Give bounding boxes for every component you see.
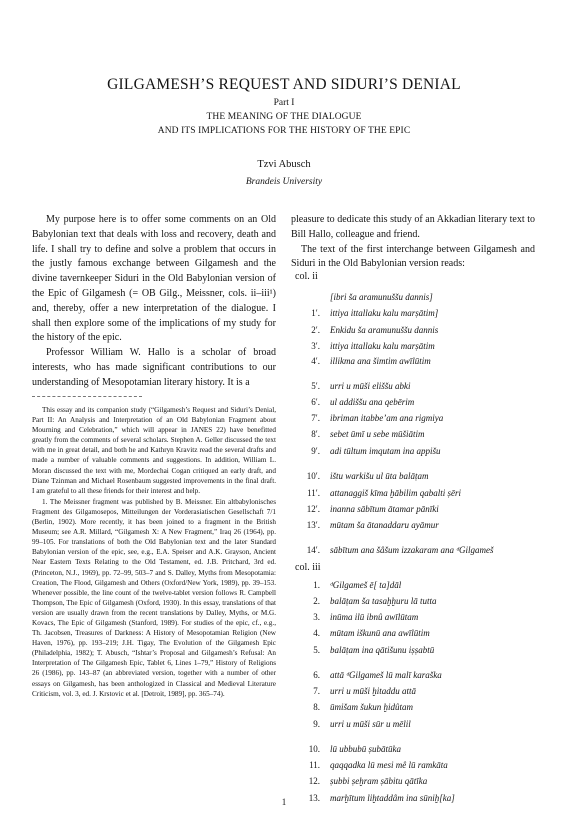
line-number: 12′. xyxy=(306,504,320,514)
transliteration-line xyxy=(290,381,540,395)
transliteration-line xyxy=(290,628,540,642)
line-number: 2. xyxy=(313,596,320,606)
line-text: marḫītum liḫtaddâm ina sūniḫ[ka] xyxy=(330,793,455,803)
line-number: 10′. xyxy=(306,471,320,481)
transliteration-line xyxy=(290,397,540,411)
line-text: mūtam iškunū ana awīlūtim xyxy=(330,628,430,638)
line-number: 13′. xyxy=(306,520,320,530)
line-number: 1. xyxy=(313,580,320,590)
line-number: 11′. xyxy=(307,488,320,498)
line-text: mūtam ša ātanaddaru ayāmur xyxy=(330,520,439,530)
line-text: attanaggiš kīma ḫābilim qabalti ṣēri xyxy=(330,488,462,498)
transliteration-line xyxy=(290,744,540,758)
line-text: ištu warkišu ul ūta balāṭam xyxy=(330,471,429,481)
line-text: [ibri ša aramunuššu dannis] xyxy=(330,292,433,302)
subtitle-line-1: THE MEANING OF THE DIALOGUE xyxy=(206,112,362,122)
transliteration-line xyxy=(290,446,540,460)
footnote-1: 1. The Meissner fragment was published by B. Meissner. Ein altbabylonisches Fragment des Gilgamosepos, Mitteilungen der Vorderasiatischen Gesellschaft 7/1 (Berlin, 1902). More recently, it has been joined to a fragment in the British Museum; see A.R. Millard, “Gilgamesh X: A New Fragment,” Iraq 26 (1964), pp. 99–105. For translations of both the Old Babylonian text and the later Standard Babylonian version of the epic, see, e.g., E.A. Speiser and A.K. Grayson, Ancient Near Eastern Texts Relating to the Old Testament, ed. J.B. Pritchard, 3rd ed. (Princeton, N.J., 1969), pp. 72–99, 503–7 and S. Dalley, Myths from Mesopotamia: Creation, The Flood, Gilgamesh and Others (Oxford/New York, 1989), pp. 39–153. Whenever possible, the line count of the twelve-tablet version follows R. Campbell Thompson, The Epic of Gilgamesh (Oxford, 1930). In this essay, translations of that version are usually drawn from the recent translations by Dalley, Myths, or M.G. Kovacs, The Epic of Gilgamesh (Stanford, 1989). For studies of the epic, cf., e.g., Th. Jacobsen, Treasures of Darkness: A History of Mesopotamian Religion (New Haven, 1976), pp. 193–219; J.H. Tigay, The Evolution of the Gilgamesh Epic (Philadelphia, 1982); T. Abusch, “Ishtar’s Proposal and Gilgamesh’s Refusal: An Interpretation of The Gilgamesh Epic, Tablet 6, Lines 1–79,” History of Religions 26 (1986), pp. 143–87 (an abbreviated version, together with a number of other essays on Gilgamesh, has been anthologized in Classical and Medieval Literature Criticism, vol. 3, ed. J. Krstovic et al. [Detroit, 1989], pp. 365–74). xyxy=(32,497,276,698)
line-number: 8. xyxy=(313,702,320,712)
line-text: urri u mūši sūr u mēlil xyxy=(330,719,411,729)
line-text: lū ubbubū ṣubātūka xyxy=(330,744,401,754)
subtitle-line-2: AND ITS IMPLICATIONS FOR THE HISTORY OF THE EPIC xyxy=(157,126,411,136)
transliteration-line xyxy=(290,670,540,684)
line-text: ittiya ittallaku kalu marṣātim] xyxy=(330,308,439,318)
transliteration-line xyxy=(290,471,540,485)
line-number: 9. xyxy=(313,719,320,729)
line-text: ibriman itabbe’am ana rigmiya xyxy=(330,413,444,423)
transliteration-line xyxy=(290,488,540,502)
line-number: 5. xyxy=(313,645,320,655)
line-text: ittiya ittallaku kalu marṣātim xyxy=(330,341,435,351)
line-number: 11. xyxy=(309,760,320,770)
line-number: 4. xyxy=(313,628,320,638)
transliteration-line xyxy=(290,760,540,774)
column-label-ii: col. ii xyxy=(295,271,318,282)
footnotes xyxy=(32,405,276,700)
line-text: illikma ana šimtim awīlūtim xyxy=(330,356,431,366)
line-text: urri u mūši ḫitaddu attā xyxy=(330,686,417,696)
line-number: 13. xyxy=(308,793,320,803)
line-number: 6. xyxy=(313,670,320,680)
transliteration-line xyxy=(290,520,540,534)
line-number: 8′. xyxy=(311,429,320,439)
line-text: attā ᵈGilgameš lū malī karaška xyxy=(330,670,442,680)
body-paragraph: Professor William W. Hallo is a scholar of broad interests, who has made significant contributions to our understanding of Mesopotamian literary history. It is a xyxy=(32,347,276,388)
line-text: qaqqadka lū mesi mê lū ramkāta xyxy=(330,760,448,770)
transliteration-line xyxy=(290,308,540,322)
left-column-body xyxy=(32,213,276,391)
transliteration-line xyxy=(290,504,540,518)
transliteration-line xyxy=(290,702,540,716)
line-number: 6′. xyxy=(311,397,320,407)
line-number: 3. xyxy=(313,612,320,622)
line-text: ṣubbi ṣeḫram ṣābitu qātīka xyxy=(330,776,428,786)
transliteration-line xyxy=(290,325,540,339)
line-text: sebet ūmī u sebe mūšiātim xyxy=(330,429,425,439)
line-number: 7′. xyxy=(311,413,320,423)
transliteration-line xyxy=(290,292,540,306)
body-paragraph: pleasure to dedicate this study of an Akkadian literary text to Bill Hallo, colleague and friend. xyxy=(291,214,535,240)
footnote-acknowledgment: This essay and its companion study (“Gilgamesh’s Request and Siduri’s Denial, Part II: An Analysis and Interpretation of an Old Babylonian Fragment about Mourning and Celebration,” which will appear in JANES 22) have benefitted greatly from the comments of several scholars. Stephen A. Geller discussed the text with me in great detail, and both he and Kathryn Kravitz read the several drafts and made a number of valuable comments and suggestions. In addition, William L. Moran discussed the text with me, Mordechai Cogan critiqued an early draft, and Diane Tzinman and Michael Rosenbaum suggested improvements in the final draft. I am grateful to all these friends for their interest and help. xyxy=(32,406,276,495)
line-text: ul addiššu ana qebērim xyxy=(330,397,415,407)
line-text: balāṭam ina qātišunu iṣṣabtū xyxy=(330,645,435,655)
body-paragraph: My purpose here is to offer some comments on an Old Babylonian text that deals with loss and recovery, death and life. I shall try to define and solve a problem that occurs in the justly famous exchange between Gilgamesh and the divine tavernkeeper Siduri in the Old Babylonian version of the Epic of Gilgamesh (= OB Gilg., Meissner, cols. ii–iii¹) and, thereby, offer a new interpretation of the dialogue. I shall then explore some of the implications of my study for the history of the epic. xyxy=(32,214,276,344)
transliteration-line xyxy=(290,719,540,733)
line-number: 9′. xyxy=(311,446,320,456)
line-number: 12. xyxy=(308,776,320,786)
line-text: ᵈGilgameš ē[ ta]dāl xyxy=(330,580,402,590)
line-text: ūmišam šukun ḫidûtam xyxy=(330,702,413,712)
line-number: 10. xyxy=(308,744,320,754)
author-name: Tzvi Abusch xyxy=(257,159,311,170)
transliteration-line xyxy=(290,686,540,700)
right-column-body xyxy=(291,213,535,272)
line-number: 1′. xyxy=(311,308,320,318)
line-number: 7. xyxy=(313,686,320,696)
line-text: sābītum ana šâšum izzakaram ana ᵈGilgameš xyxy=(330,545,494,555)
part-label: Part I xyxy=(273,98,295,108)
transliteration-line xyxy=(290,429,540,443)
line-text: balāṭam ša tasaḫḫuru lā tutta xyxy=(330,596,437,606)
transliteration-line xyxy=(290,580,540,594)
column-label-iii: col. iii xyxy=(295,562,321,573)
line-number: 2′. xyxy=(311,325,320,335)
article-title: GILGAMESH’S REQUEST AND SIDURI’S DENIAL xyxy=(107,76,461,93)
author-affiliation: Brandeis University xyxy=(245,177,323,187)
transliteration-line xyxy=(290,413,540,427)
line-text: inūma ilū ibnû awīlūtam xyxy=(330,612,419,622)
line-number: 14′. xyxy=(306,545,320,555)
line-number: 4′. xyxy=(311,356,320,366)
line-text: Enkidu ša aramunuššu dannis xyxy=(330,325,439,335)
transliteration-line xyxy=(290,356,540,370)
line-number: 3′. xyxy=(311,341,320,351)
line-text: inanna sābītum ātamar pānīki xyxy=(330,504,439,514)
line-number: 5′. xyxy=(311,381,320,391)
transliteration-line xyxy=(290,341,540,355)
body-paragraph: The text of the first interchange between Gilgamesh and Siduri in the Old Babylonian version reads: xyxy=(291,243,535,270)
page-number: 1 xyxy=(281,797,287,807)
transliteration-line xyxy=(290,645,540,659)
line-text: urri u mūši eliššu abki xyxy=(330,381,411,391)
transliteration-line xyxy=(290,596,540,610)
footnote-divider xyxy=(32,396,142,397)
transliteration-line xyxy=(290,545,540,559)
transliteration-line xyxy=(290,776,540,790)
transliteration-line xyxy=(290,612,540,626)
line-text: adi tūltum imqutam ina appišu xyxy=(330,446,441,456)
